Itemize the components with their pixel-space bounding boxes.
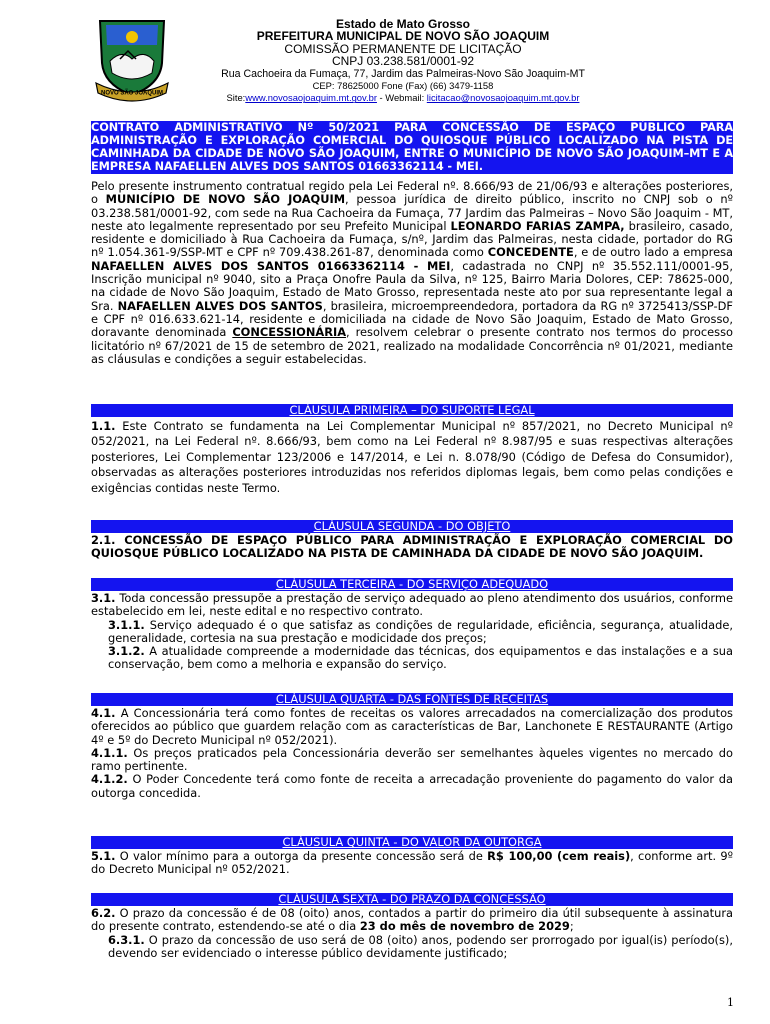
webmail-link[interactable]: licitacao@novosaojoaquim.mt.gov.br xyxy=(426,92,580,104)
address-line: Rua Cachoeira da Fumaça, 77, Jardim das Palmeiras-Novo São Joaquim-MT xyxy=(221,67,585,80)
clause-1-text: 1.1. Este Contrato se fundamenta na Lei Complementar Municipal nº 857/2021, no Decreto Municipal nº 052/2021, na Lei Federal nº. 8.666/93, bem como na Lei Federal nº 8.987/95 e suas respectivas alterações posteriores, Lei Complementar 123/2006 e 147/2014, e Lei n. 8.078/90 (Código de Defesa do Consumidor), observadas as alterações posteriores introduzidas nos referidos diplomas legais, bem como pelas condições e exigências contidas neste Termo. xyxy=(91,419,733,495)
clause-4-text xyxy=(91,707,733,800)
contract-title: CONTRATO ADMINISTRATIVO Nº 50/2021 PARA CONCESSÃO DE ESPAÇO PÚBLICO PARA ADMINISTRAÇÃO E EXPLORAÇÃO COMERCIAL DO QUIOSQUE PÚBLICO LOCALIZADO NA PISTA DE CAMINHADA DA CIDADE DE NOVO SÃO JOAQUIM, ENTRE O MUNICÍPIO DE NOVO SÃO JOAQUIM–MT E A EMPRESA NAFAELLEN ALVES DOS SANTOS 01663362114 - MEI. xyxy=(91,121,733,173)
page-number: 1 xyxy=(727,996,734,1009)
clause-4-heading: CLÁUSULA QUARTA - DAS FONTES DE RECEITAS xyxy=(91,693,733,706)
state-name: Estado de Mato Grosso xyxy=(335,17,471,31)
clause-3-1-2: 3.1.2. A atualidade compreende a modernidade das técnicas, dos equipamentos e das instalações e a sua conservação, bem como a melhoria e expansão do serviço. xyxy=(108,644,733,672)
cep-phone-line: CEP: 78625000 Fone (Fax) (66) 3479-1158 xyxy=(312,80,494,92)
site-prefix: Site: xyxy=(226,92,246,104)
clause-5-text: 5.1. O valor mínimo para a outorga da presente concessão será de R$ 100,00 (cem reais), conforme art. 9º do Decreto Municipal nº 052/2021. xyxy=(91,849,733,877)
municipal-crest-logo xyxy=(92,15,172,103)
clause-6-2: 6.2. O prazo da concessão é de 08 (oito) anos, contados a partir do primeiro dia útil subsequente à assinatura do presente contrato, estendendo-se até o dia 23 do mês de novembro de 2029; xyxy=(91,906,733,934)
letterhead xyxy=(190,18,616,105)
cnpj-line: CNPJ 03.238.581/0001-92 xyxy=(331,54,475,69)
clause-6-3-1: 6.3.1. O prazo da concessão de uso será de 08 (oito) anos, podendo ser prorrogado por igual(is) período(s), devendo ser evidenciado o interesse público devidamente justificado; xyxy=(108,932,733,960)
svg-text:NOVO SÃO JOAQUIM: NOVO SÃO JOAQUIM xyxy=(100,90,164,97)
site-line xyxy=(190,92,616,104)
clause-3-1-1: 3.1.1. Serviço adequado é o que satisfaz as condições de regularidade, eficiência, segurança, atualidade, generalidade, cortesia na sua prestação e modicidade dos preços; xyxy=(108,617,733,645)
clause-4-1-2: 4.1.2. O Poder Concedente terá como fonte de receita a arrecadação proveniente do pagamento do valor da outorga concedida. xyxy=(91,772,733,800)
commission-name: COMISSÃO PERMANENTE DE LICITAÇÃO xyxy=(284,41,522,56)
clause-6-text xyxy=(91,907,733,960)
webmail-prefix: - Webmail: xyxy=(376,92,427,104)
clause-4-1: 4.1. A Concessionária terá como fontes de receitas os valores arrecadados na comercialização dos produtos oferecidos ao público que guardem relação com as características de Bar, Lanchonete E RESTAURANTE (Artigo 4º e 5º do Decreto Municipal nº 052/2021). xyxy=(91,706,733,747)
clause-3-1: 3.1. Toda concessão pressupõe a prestação de serviço adequado ao pleno atendimento dos usuários, conforme estabelecido em lei, neste edital e no respectivo contrato. xyxy=(91,591,733,619)
preamble-paragraph: Pelo presente instrumento contratual regido pela Lei Federal nº. 8.666/93 de 21/06/93 e alterações posteriores, o MUNICÍPIO DE NOVO SÃO JOAQUIM, pessoa jurídica de direito público, inscrito no CNPJ sob o nº 03.238.581/0001-92, com sede na Rua Cachoeira da Fumaça, 77 Jardim das Palmeiras – Novo São Joaquim - MT, neste ato legalmente representado por seu Prefeito Municipal LEONARDO FARIAS ZAMPA, brasileiro, casado, residente e domiciliado à Rua Cachoeira da Fumaça, s/nº, Jardim das Palmeiras, nesta cidade, portador do RG nº 1.054.361-9/SSP-MT e CPF nº 709.438.261-87, denominada como CONCEDENTE, e de outro lado a empresa NAFAELLEN ALVES DOS SANTOS 01663362114 - MEI, cadastrada no CNPJ nº 35.552.111/0001-95, Inscrição municipal nº 9040, sito a Praça Onofre Paula da Silva, nº 125, Bairro Maria Dolores, CEP: 78625-000, na cidade de Novo São Joaquim, Estado de Mato Grosso, representada neste ato por sua representante legal a Sra. NAFAELLEN ALVES DOS SANTOS, brasileira, microempreendedora, portadora da RG nº 3725413/SSP-DF e CPF nº 016.633.621-14, residente e domiciliada na cidade de Novo São Joaquim, Estado de Mato Grosso, doravante denominada CONCESSIONÁRIA, resolvem celebrar o presente contrato nos termos do processo licitatório nº 67/2021 de 15 de setembro de 2021, realizado na modalidade Concorrência nº 01/2021, mediante as cláusulas e condições a seguir estabelecidas. xyxy=(91,179,734,366)
clause-1-heading: CLÁUSULA PRIMEIRA – DO SUPORTE LEGAL xyxy=(91,404,733,417)
clause-3-text xyxy=(91,592,733,672)
clause-2-heading: CLÁUSULA SEGUNDA - DO OBJETO xyxy=(91,520,733,533)
prefeitura-name: PREFEITURA MUNICIPAL DE NOVO SÃO JOAQUIM xyxy=(256,29,550,44)
clause-2-text: 2.1. CONCESSÃO DE ESPAÇO PÚBLICO PARA ADMINISTRAÇÃO E EXPLORAÇÃO COMERCIAL DO QUIOSQUE PÚBLICO LOCALIZADO NA PISTA DE CAMINHADA DA CIDADE DE NOVO SÃO JOAQUIM. xyxy=(91,533,733,561)
clause-3-heading: CLÁUSULA TERCEIRA - DO SERVIÇO ADEQUADO xyxy=(91,578,733,591)
clause-6-heading: CLÁUSULA SEXTA - DO PRAZO DA CONCESSÃO xyxy=(91,893,733,906)
site-link[interactable]: www.novosaojoaquim.mt.gov.br xyxy=(245,92,377,104)
clause-4-1-1: 4.1.1. Os preços praticados pela Concessionária deverão ser semelhantes àqueles vigentes no mercado do ramo pertinente. xyxy=(91,745,733,774)
clause-5-heading: CLÁUSULA QUINTA - DO VALOR DA OUTORGA xyxy=(91,836,733,849)
